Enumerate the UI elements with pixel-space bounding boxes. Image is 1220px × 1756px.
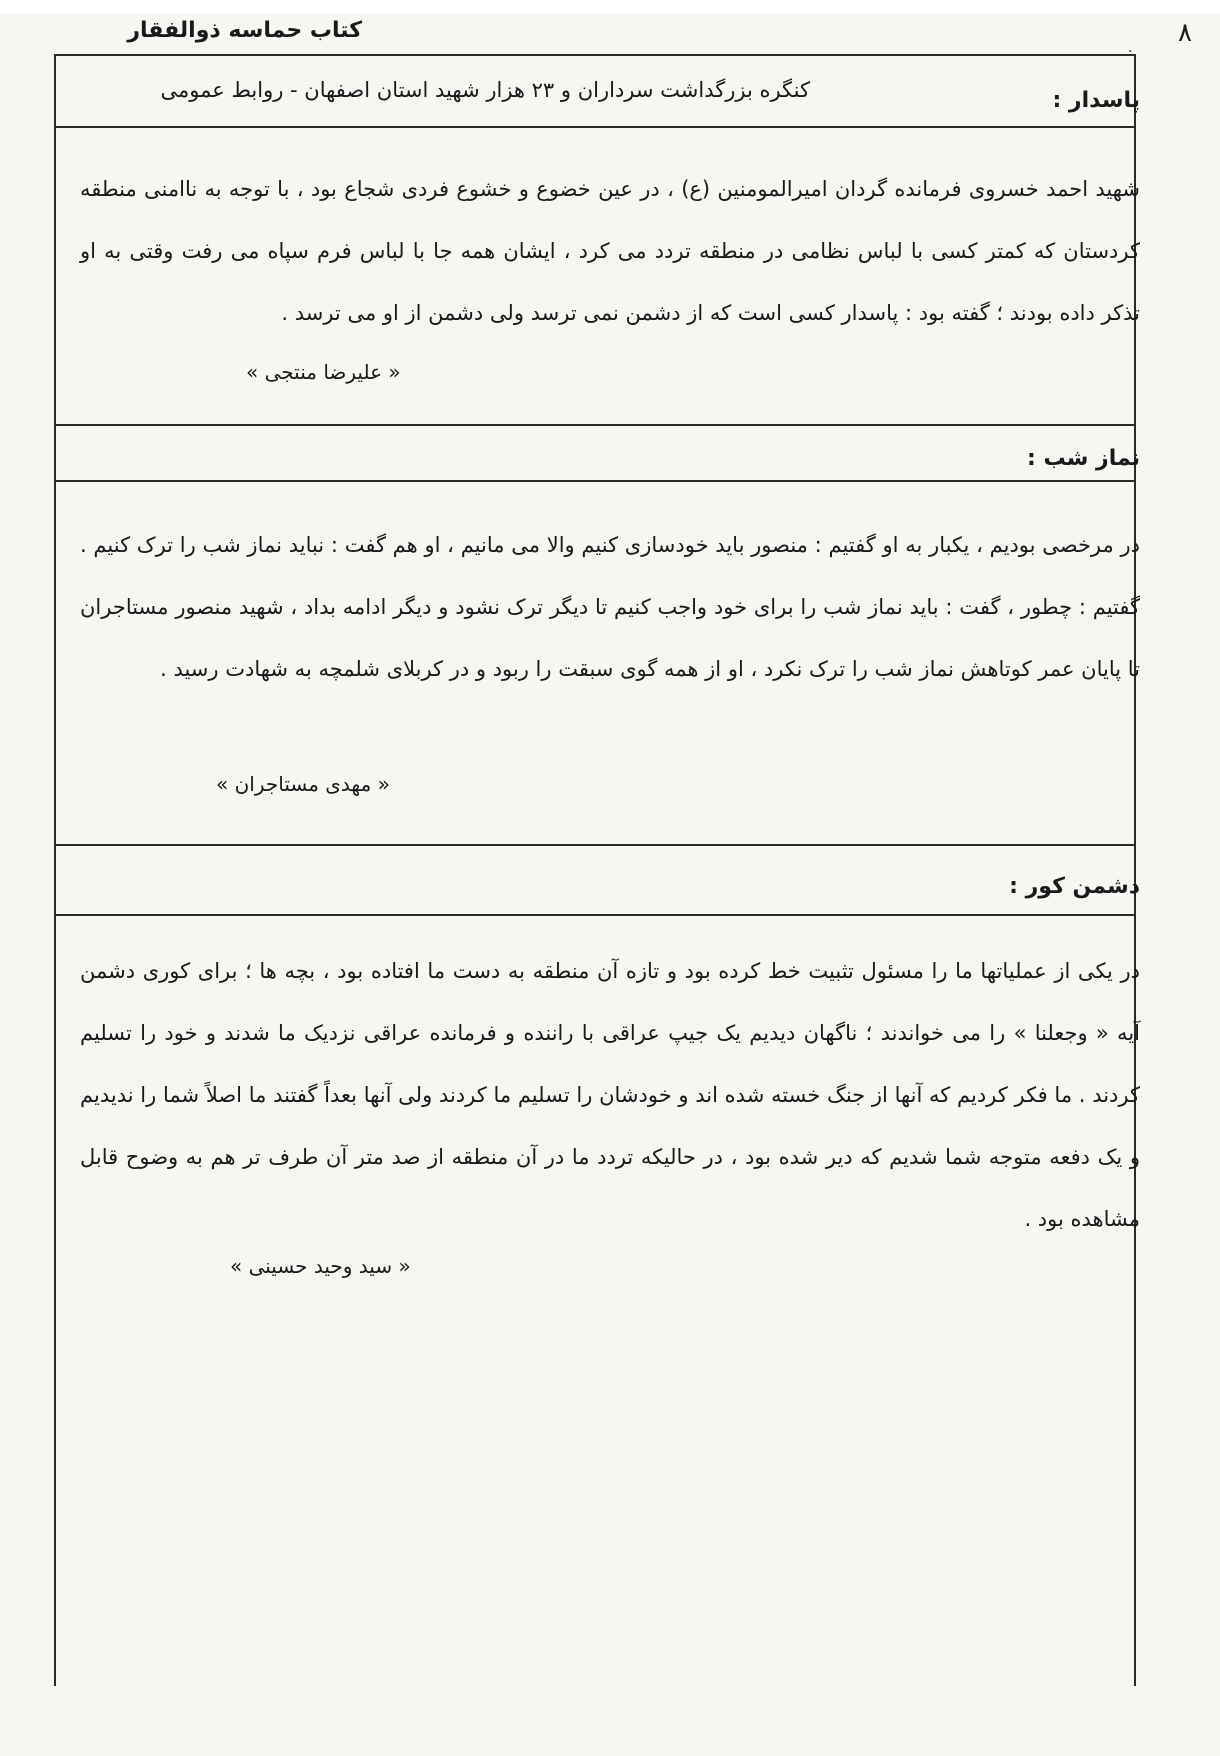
scan-edge	[0, 0, 1220, 14]
book-title: کتاب حماسه ذوالفقار	[127, 18, 362, 43]
divider	[54, 126, 1134, 128]
section-heading-doshman-kour: دشمن کور :	[1009, 874, 1140, 899]
divider	[54, 844, 1134, 846]
page-corner-mark: ۸	[1178, 18, 1192, 48]
section-heading-namaz-shab: نماز شب :	[1027, 446, 1140, 471]
divider	[54, 424, 1134, 426]
section-body-pasdar: شهید احمد خسروی فرمانده گردان امیرالمومنین (ع) ، در عین خضوع و خشوع فردی شجاع بود ، با توجه به ناامنی منطقه کردستان که کمتر کسی با لباس نظامی در منطقه تردد می کرد ، ایشان همه جا با لباس فرم سپاه می رفت وقتی به او تذکر داده بودند ؛ گفته بود : پاسدار کسی است که از دشمن نمی ترسد ولی دشمن از او می ترسد .	[80, 177, 1140, 325]
scan-dot: ·	[1128, 44, 1133, 60]
section-heading-pasdar: پاسدار :	[1052, 88, 1140, 113]
section-signature-pasdar: « علیرضا منتجی »	[246, 360, 401, 384]
section-body-namaz-shab: در مرخصی بودیم ، یکبار به او گفتیم : منصور باید خودسازی کنیم والا می مانیم ، او هم گفت : نباید نماز شب را ترک کنیم . گفتیم : چطور ، گفت : باید نماز شب را برای خود واجب کنیم تا دیگر ترک نشود و دیگر ادامه بداد ، شهید منصور مستاجران تا پایان عمر کوتاهش نماز شب را ترک نکرد ، او از همه گوی سبقت را ربود و در کربلای شلمچه به شهادت رسید .	[80, 533, 1140, 681]
section-body-doshman-kour: در یکی از عملیاتها ما را مسئول تثبیت خط کرده بود و تازه آن منطقه به دست ما افتاده بود ، بچه ها ؛ برای کوری دشمن آیه « وجعلنا » را می خواندند ؛ ناگهان دیدیم یک جیپ عراقی با راننده و فرمانده عراقی نزدیک ما شدند و خود را تسلیم کردند . ما فکر کردیم که آنها از جنگ خسته شده اند و خودشان را تسلیم ما کردند ولی آنها بعداً گفتند ما اصلاً شما را ندیدیم و یک دفعه متوجه شما شدیم که دیر شده بود ، در حالیکه تردد ما در آن منطقه از صد متر آن طرف تر هم به وضوح قابل مشاهده بود .	[80, 959, 1140, 1231]
section-signature-doshman-kour: « سید وحید حسینی »	[230, 1254, 411, 1278]
divider	[54, 914, 1134, 916]
divider	[54, 480, 1134, 482]
header-organization: کنگره بزرگداشت سرداران و ۲۳ هزار شهید استان اصفهان - روابط عمومی	[160, 78, 810, 102]
section-signature-namaz-shab: « مهدی مستاجران »	[216, 772, 390, 796]
